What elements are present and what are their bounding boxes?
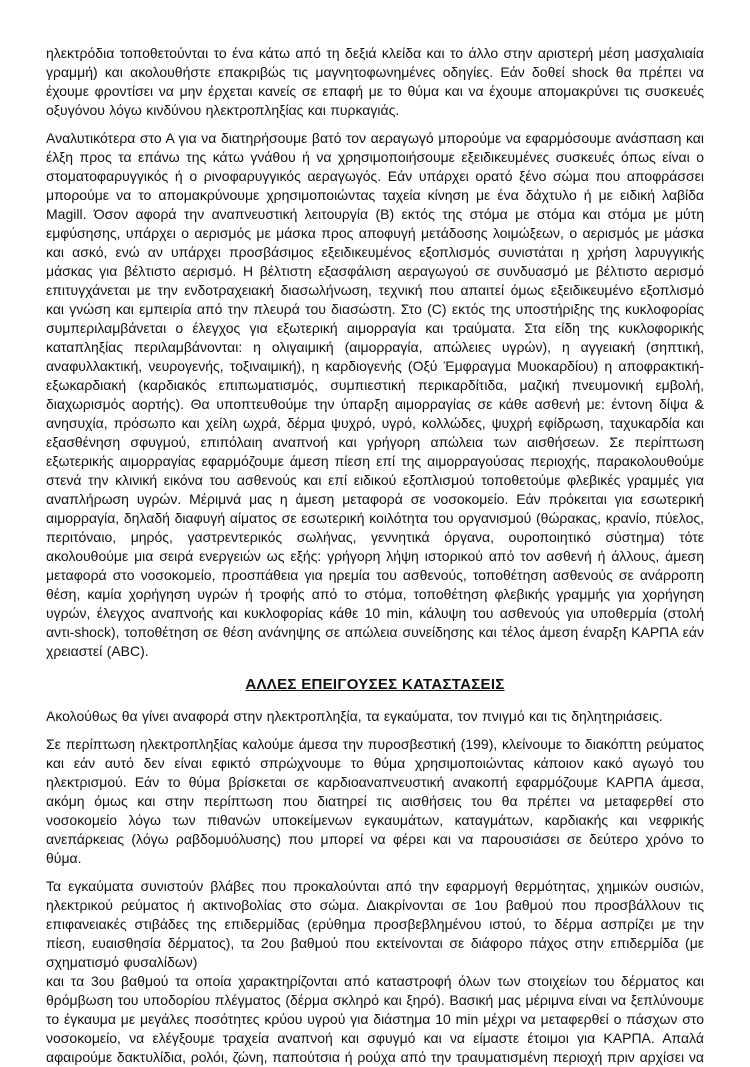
paragraph-burns-part1: Τα εγκαύματα συνιστούν βλάβες που προκαλούνται από την εφαρμογή θερμότητας, χημικών ουσιών, ηλεκτρικού ρεύματος ή ακτινοβολίας στο σώμα. Διακρίνονται σε 1ου βαθμού που προσβάλλουν τις επιφανειακές στιβάδες της επιδερμίδας (ερύθημα προσβεβλημένου ιστού, το δέρμα ασπρίζει με την πίεση, ευαισθησία δέρματος), τα 2ου βαθμού που εκτείνονται σε διάφορο πάχος στην επιδερμίδα (με σχηματισμό φυσαλίδων) [46, 878, 704, 970]
paragraph-other-emergencies-intro: Ακολούθως θα γίνει αναφορά στην ηλεκτροπληξία, τα εγκαύματα, τον πνιγμό και τις δηλητηριάσεις. [46, 708, 663, 724]
paragraph-defibrillator-note: ηλεκτρόδια τοποθετούνται το ένα κάτω από τη δεξιά κλείδα και το άλλο στην αριστερή μέση μασχαλιαία γραμμή) και ακολουθήστε επακριβώς τις μαγνητοφωνημένες οδηγίες. Εάν δοθεί shock θα πρέπει να έχουμε φροντίσει να μην έρχεται κανείς σε επαφή με το θύμα και να έχουμε απομακρύνει τις συσκευές οξυγόνου λόγω κινδύνου ηλεκτροπληξίας και πυρκαγιάς. [46, 45, 704, 118]
paragraph-burns-part2: και τα 3ου βαθμού τα οποία χαρακτηρίζονται από καταστροφή όλων των στοιχείων του δέρματος και θρόμβωση του υποδορίου πλέγματος (δέρμα σκληρό και ξηρό). Βασική μας μέριμνα είναι να ξεπλύνουμε το έγκαυμα με μεγάλες ποσότητες κρύου υγρού για διάστημα 10 min μέχρι να μεταφερθεί ο πάσχων στο νοσοκομείο, να ελέγξουμε τραχεία αναπνοή και σφυγμό και να είμαστε έτοιμοι για ΚΑΡΠΑ. Απαλά αφαιρούμε δακτυλίδια, ρολόι, ζώνη, παπούτσια ή ρούχα από την τραυματισμένη περιοχή πριν αρχίσει να [46, 973, 704, 1065]
section-heading-other-emergencies: ΑΛΛΕΣ ΕΠΕΙΓΟΥΣΕΣ ΚΑΤΑΣΤΑΣΕΙΣ [245, 676, 505, 693]
paragraph-electrocution: Σε περίπτωση ηλεκτροπληξίας καλούμε άμεσα την πυροσβεστική (199), κλείνουμε το διακόπτη ρεύματος και εάν αυτό δεν είναι εφικτό σπρώχνουμε το θύμα χρησιμοποιώντας κάποιον κακό αγωγό του ηλεκτρισμού. Εάν το θύμα βρίσκεται σε καρδιοαναπνευστική ανακοπή εφαρμόζουμε ΚΑΡΠΑ άμεσα, ακόμη όμως και στην περίπτωση που διατηρεί τις αισθήσεις του θα πρέπει να μεταφερθεί στο νοσοκομείο λόγω των πιθανών υποκείμενων εγκαυμάτων, καταγμάτων, καρδιακής και νεφρικής ανεπάρκειας (λόγω ραβδομυόλυσης) που μπορεί να φέρει και να παρουσιάσει σε δεύτερο χρόνο το θύμα. [46, 736, 704, 866]
paragraph-abc-details: Αναλυτικότερα στο Α για να διατηρήσουμε βατό τον αεραγωγό μπορούμε να εφαρμόσουμε ανάσπαση και έλξη προς τα επάνω της κάτω γνάθου ή να χρησιμοποιήσουμε εξειδικευμένες συσκευές όπως είναι ο στοματοφαρυγγικός ή ο ρινοφαρυγγικός αεραγωγός. Εάν υπάρχει ορατό ξένο σώμα που αποφράσσει μπορούμε να το απομακρύνουμε χρησιμοποιώντας ταχεία κίνηση με ένα δάχτυλο ή με ειδική λαβίδα Magill. Όσον αφορά την αναπνευστική λειτουργία (Β) εκτός της στόμα με στόμα και στόμα με μύτη εμφύσησης, υπάρχει ο αερισμός με μάσκα προς αποφυγή μετάδοσης λοιμώξεων, ο αερισμός με μάσκα και ασκό, ενώ αν υπάρχει προσβάσιμος εξειδικευμένος εξοπλισμός συνιστάται η χρήση λαρυγγικής μάσκας για βέλτιστο αερισμό. Η βέλτιστη εξασφάλιση αεραγωγού σε συνδυασμό με βέλτιστο αερισμό επιτυγχάνεται με την ενδοτραχειακή διασωλήνωση, τεχνική που απαιτεί όμως εξειδικευμένο εξοπλισμό και γνώση και εμπειρία από την πλευρά του διασώστη. Στο (C) εκτός της υποστήριξης της κυκλοφορίας συμπεριλαμβάνεται ο έλεγχος για εξωτερική αιμορραγία και τραύματα. Στα είδη της κυκλοφορικής καταπληξίας περιλαμβάνονται: η ολιγαιμική (αιμορραγία, απώλειες υγρών), η αγγειακή (σηπτική, αναφυλλακτική, νευρογενής, τοξιναιμική), η καρδιογενής (Οξύ Έμφραγμα Μυοκαρδίου) η αποφρακτική-εξωκαρδιακή (καρδιακός επιπωματισμός, συμπιεστική περικαρδίτιδα, μαζική πνευμονική εμβολή, διαχωρισμός αορτής). Θα υποπτευθούμε την ύπαρξη αιμορραγίας σε κάθε ασθενή με: έντονη δίψα & ανησυχία, πρόσωπο και χείλη ωχρά, δέρμα ψυχρό, υγρό, κολλώδες, ψυχρή εφίδρωση, ταχυκαρδία και εξασθένηση σφυγμού, επιπόλαιη αναπνοή και γρήγορη απώλεια των αισθήσεων. Σε περίπτωση εξωτερικής αιμορραγίας εφαρμόζουμε άμεση πίεση επί της αιμορραγούσας περιοχής, παρακολουθούμε στενά την κλινική εικόνα του ασθενούς και επί ειδικού εξοπλισμού τοποθετούμε φλεβικές γραμμές για αναπλήρωση υγρών. Μέριμνά μας η άμεση μεταφορά σε νοσοκομείο. Εάν πρόκειται για εσωτερική αιμορραγία, δηλαδή διαφυγή αίματος σε εσωτερική κοιλότητα του οργανισμού (θώρακας, κρανίο, πύελος, περιτόναιο, μηρός, γαστρεντερικός σωλήνας, γεννητικά όργανα, ουροποιητικό σύστημα) τότε ακολουθούμε μια σειρά ενεργειών ως εξής: γρήγορη λήψη ιστορικού από τον ασθενή ή άλλους, άμεση μεταφορά στο νοσοκομείο, προσπάθεια για ηρεμία του ασθενούς, τοποθέτηση ασθενούς σε ανάρροπη θέση, καμία χορήγηση υγρών ή τροφής από το στόμα, τοποθέτηση φλεβικής γραμμής για χορήγηση υγρών, έλεγχος αναπνοής και κυκλοφορίας κάθε 10 min, κάλυψη του ασθενούς για υποθερμία (στολή αντι-shock), τοποθέτηση σε θέση ανάνηψης σε απώλεια συνείδησης και τέλος άμεση έναρξη ΚΑΡΠΑ εάν χρειαστεί (ABC). [46, 130, 704, 659]
